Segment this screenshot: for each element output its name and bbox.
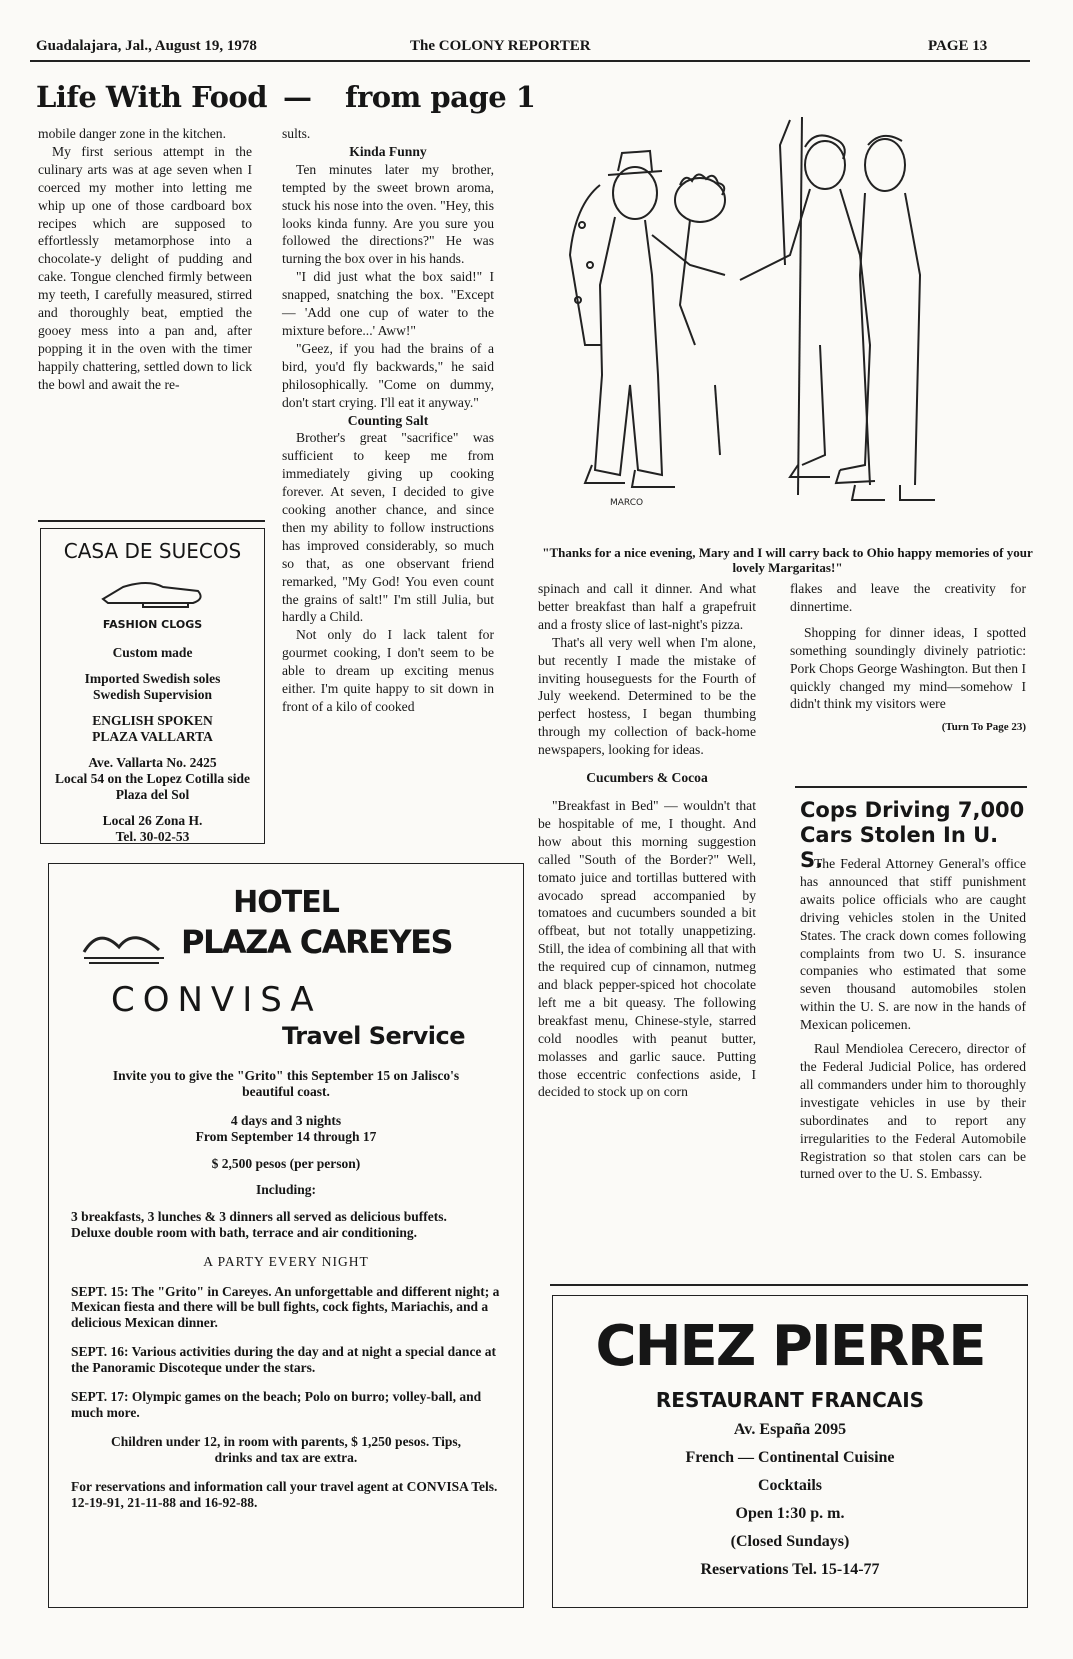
ad-casa-line: PLAZA VALLARTA <box>92 729 213 744</box>
subhead-cucumbers-cocoa: Cucumbers & Cocoa <box>586 770 708 786</box>
paragraph: mobile danger zone in the kitchen. <box>38 126 226 141</box>
ad-chez-cocktails: Cocktails <box>758 1477 822 1494</box>
paragraph: Brother's great "sacrifice" was sufficient to keep me from immediately giving up cooking forever. At seven, I decided to give cooking another chance, and since then my ability to follow instructions has improved considerably, so much so that, as one observant friend remarked, "My God! You even count the grains of salt!" I'm still Julia, but hardly a Child. <box>282 430 494 625</box>
ad-hotel-dates: From September 14 through 17 <box>195 1128 377 1144</box>
paragraph: sults. <box>282 126 311 141</box>
cops-headline: Cops Driving 7,000 Cars Stolen In U. S. <box>800 798 1025 872</box>
ad-casa-line: Local 54 on the Lopez Cotilla side <box>55 771 250 786</box>
ad-hotel-title-1: HOTEL <box>233 885 339 920</box>
ad-casa-line: Tel. 30-02-53 <box>115 829 190 844</box>
ad-hotel-title-2: PLAZA CAREYES <box>181 923 453 961</box>
article-headline-left: Life With Food <box>36 80 268 114</box>
ad-casa-line: ENGLISH SPOKEN <box>92 713 213 728</box>
rule <box>550 1284 1028 1286</box>
masthead-date: Guadalajara, Jal., August 19, 1978 <box>36 38 257 54</box>
article-column-4 <box>790 580 1026 737</box>
ad-chez-sub: RESTAURANT FRANCAIS <box>655 1388 925 1412</box>
ad-hotel-meals: 3 breakfasts, 3 lunches & 3 dinners all served as delicious buffets. <box>71 1209 447 1224</box>
ad-convisa-logo: CONVISA <box>111 980 322 1020</box>
ad-casa-name: CASA DE SUECOS <box>63 539 242 563</box>
ad-travel-service: Travel Service <box>281 1022 465 1050</box>
rule <box>795 786 1027 788</box>
masthead-page-number: PAGE 13 <box>928 38 988 54</box>
ad-chez-cuisine: French — Continental Cuisine <box>685 1449 895 1466</box>
ad-hotel-including: Including: <box>255 1181 317 1197</box>
article-column-3 <box>538 580 756 1101</box>
ad-hotel-days: 4 days and 3 nights <box>230 1113 342 1128</box>
hotel-logo-icon <box>79 922 169 964</box>
masthead-rule <box>30 60 1030 62</box>
paragraph: "Geez, if you had the brains of a bird, you'd fly backwards," he said philosophically. "Come on dummy, don't start crying. I'll eat it anyway." <box>282 340 494 410</box>
masthead-paper-name: The COLONY REPORTER <box>410 38 591 54</box>
paragraph: That's all very well when I'm alone, but recently I made the mistake of inviting houseguests for the Fourth of July weekend. Determined to be the perfect hostess, I began thumbing through my collection of back-home newspapers, looking for ideas. <box>538 634 756 758</box>
paragraph: Ten minutes later my brother, tempted by the sweet brown aroma, stuck his nose into the oven. "Hey, this looks kinda funny. Are you sure you followed the directions?" He was turning the box over in his hands. <box>282 161 494 267</box>
ad-casa-line: Plaza del Sol <box>115 787 190 802</box>
clog-icon <box>93 569 213 609</box>
ad-casa-de-suecos <box>40 528 265 844</box>
article-column-2 <box>282 125 494 716</box>
ad-chez-reservations: Reservations Tel. 15-14-77 <box>700 1561 880 1578</box>
ad-hotel-party: A PARTY EVERY NIGHT <box>203 1254 369 1269</box>
paragraph: "I did just what the box said!" I snapped, snatching the box. "Except — 'Add one cup of water to the mixture before...' Aww!" <box>282 269 494 338</box>
subhead-counting-salt: Counting Salt <box>347 412 429 428</box>
ad-casa-tagline: FASHION CLOGS <box>102 618 203 631</box>
ad-hotel-plaza-careyes <box>48 863 524 1608</box>
ad-casa-line: Local 26 Zona H. <box>102 813 203 828</box>
article-headline-right: from page 1 <box>345 80 536 114</box>
paragraph: The Federal Attorney General's office has announced that stiff punishment awaits police officials who are caught driving vehicles stolen in the United States. The crack down comes following complaints from two U. S. insurance companies who estimated that some seven thousand automobiles stolen within the U. S. are now in the hands of Mexican policemen. <box>800 856 1026 1033</box>
ad-hotel-reservations: For reservations and information call your travel agent at CONVISA Tels. 12-19-91, 21-11-88 and 16-92-88. <box>71 1479 498 1510</box>
rule <box>38 520 265 522</box>
subhead-kinda-funny: Kinda Funny <box>349 143 427 159</box>
jump-line: (Turn To Page 23) <box>941 721 1026 734</box>
paragraph: Shopping for dinner ideas, I spotted something soundingly divinely patriotic: Pork Chops George Washington. But then I quickly changed my mind—somehow I didn't think my visitors were <box>790 624 1026 712</box>
paragraph: Not only do I lack talent for gourmet cooking, I don't seem to be able to dream up exciting menus either. I'm quite happy to sit down in front of a kilo of cooked <box>282 627 494 714</box>
paragraph: "Breakfast in Bed" — wouldn't that be hospitable of me, I thought. And how about this morning suggestion called "South of the Border?" Well, tomato juice and tortillas buttered with avocado spread accompanied by tomatoes and cucumbers sounded a bit offbeat, but not totally unappetizing. Still, the idea of combining all that with the required cup of cinnamon, nutmeg and black pepper-spiced hot chocolate left me a bit queasy. The following breakfast menu, Chinese-style, starred cold noodles with peanut butter, molasses and garlic sauce. Putting those eccentric confections aside, I decided to stock up on corn <box>538 797 756 1100</box>
ad-chez-pierre <box>552 1295 1028 1608</box>
paragraph: Raul Mendiolea Cerecero, director of the Federal Judicial Police, has ordered all commanders under him to thoroughly investigate vehicles in use by their subordinates and to report any irregularities to the Federal Automobile Registration so that stolen cars can be turned over to the U. S. Embassy. <box>800 1041 1026 1182</box>
article-column-1 <box>38 125 252 394</box>
ad-hotel-price: $ 2,500 pesos (per person) <box>211 1156 361 1171</box>
ad-hotel-sept-17: SEPT. 17: Olympic games on the beach; Polo on burro; volley-ball, and much more. <box>71 1389 482 1420</box>
cartoon-illustration <box>540 115 1035 545</box>
ad-hotel-sept-16: SEPT. 16: Various activities during the day and at night a special dance at the Panoramic Discoteque under the stars. <box>71 1344 497 1375</box>
ad-casa-line: Imported Swedish soles <box>84 671 221 686</box>
ad-hotel-room: Deluxe double room with bath, terrace and air conditioning. <box>71 1224 418 1240</box>
ad-chez-name: CHEZ PIERRE <box>595 1314 985 1379</box>
ad-hotel-sept-15: SEPT. 15: The "Grito" in Careyes. An unforgettable and different night; a Mexican fiesta and there will be bull fights, cock fights, Mariachis, and a delicious Mexican dinner. <box>71 1283 500 1330</box>
paragraph: My first serious attempt in the culinary arts was at age seven when I coerced my mother into letting me whip up one of those cardboard box recipes which are supposed to effortlessly metamorphose into a chocolate-y delight of pudding and cake. Tongue clenched firmly between my teeth, I carefully measured, stirred and thoroughly beat, emptied the gooey mess into a pan and, after popping it in the oven with the timer happily chattering, settled down to lick the bowl and await the re- <box>38 143 252 392</box>
ad-hotel-children: Children under 12, in room with parents, $ 1,250 pesos. Tips, drinks and tax are extra. <box>111 1434 461 1465</box>
ad-chez-closed: (Closed Sundays) <box>730 1533 850 1550</box>
article-headline-dash: — <box>283 80 312 114</box>
cartoon-caption: "Thanks for a nice evening, Mary and I will carry back to Ohio happy memories of your lovely Margaritas!" <box>542 545 1033 575</box>
cartoon-signature: MARCO <box>610 498 644 508</box>
ad-hotel-invite: Invite you to give the "Grito" this September 15 on Jalisco's beautiful coast. <box>112 1068 460 1099</box>
cops-article-body <box>800 855 1026 1183</box>
ad-chez-open: Open 1:30 p. m. <box>735 1505 845 1522</box>
paragraph: spinach and call it dinner. And what better breakfast than half a grapefruit and a frosty slice of last-night's pizza. <box>538 581 756 632</box>
ad-casa-line: Custom made <box>112 645 193 660</box>
ad-chez-address: Av. España 2095 <box>733 1421 847 1438</box>
ad-casa-line: Ave. Vallarta No. 2425 <box>88 755 217 770</box>
ad-casa-line: Swedish Supervision <box>93 687 212 702</box>
paragraph: flakes and leave the creativity for dinnertime. <box>790 581 1026 614</box>
